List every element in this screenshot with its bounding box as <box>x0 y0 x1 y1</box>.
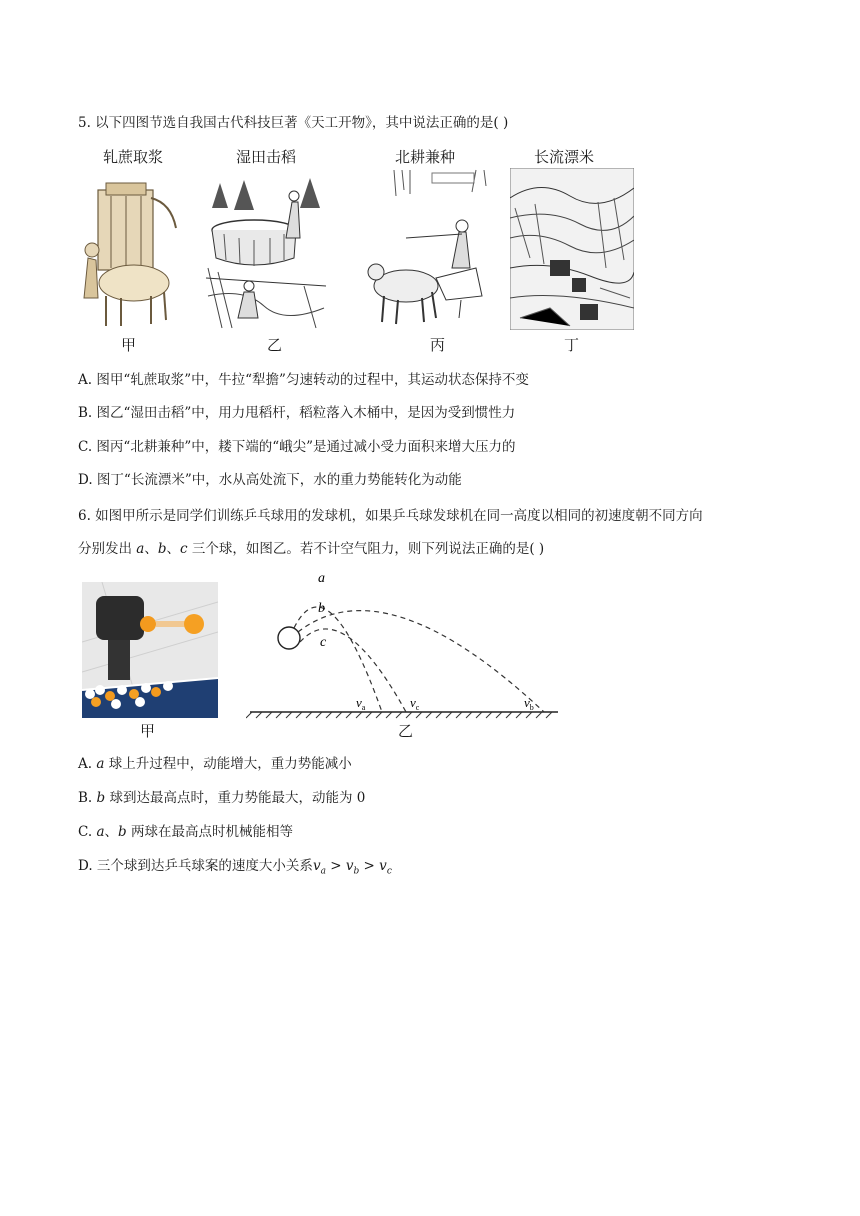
panel-bing-caption: 丙 <box>430 336 446 354</box>
label-va: $v_a$ <box>356 695 366 712</box>
q6-figure-jia-label: 甲 <box>140 722 156 740</box>
panel-yi-title: 湿田击稻 <box>236 148 297 166</box>
panel-yi-caption: 乙 <box>267 336 283 354</box>
panel-jia-title: 轧蔗取浆 <box>103 148 164 166</box>
trajectory-b <box>298 611 544 712</box>
panel-jia-caption: 甲 <box>121 336 137 354</box>
label-a: a <box>318 571 325 586</box>
q6-option-c: C. a、b 两球在最高点时机械能相等 <box>78 824 293 840</box>
q6-figure-yi-label: 乙 <box>398 722 414 740</box>
q5-option-b: B. 图乙“湿田击稻”中，用力甩稻杆，稻粒落入木桶中，是因为受到惯性力 <box>78 405 516 421</box>
q5-option-a: A. 图甲“轧蔗取浆”中，牛拉“犁擔”匀速转动的过程中，其运动状态保持不变 <box>78 372 529 388</box>
q5-stem: 5. 以下四图节选自我国古代科技巨著《天工开物》，其中说法正确的是( ) <box>78 115 509 131</box>
q6-stem-line2: 分别发出 a、b、c 三个球，如图乙。若不计空气阻力，则下列说法正确的是( ) <box>78 541 545 557</box>
q5-option-c: C. 图丙“北耕兼种”中，耧下端的“峨尖”是通过减小受力面积来增大压力的 <box>78 439 516 455</box>
rice-threshing-illustration <box>204 168 328 330</box>
trajectory-diagram <box>246 570 562 720</box>
trajectory-a <box>294 607 382 712</box>
panel-ding-caption: 丁 <box>564 336 580 354</box>
label-vb: $v_b$ <box>524 695 534 712</box>
trajectory-c <box>300 629 406 712</box>
plowing-illustration <box>366 168 494 330</box>
q6-option-a: A. a 球上升过程中，动能增大，重力势能减小 <box>78 756 352 772</box>
q6-option-b: B. b 球到达最高点时，重力势能最大，动能为 0 <box>78 790 366 806</box>
q6-stem-line1: 6. 如图甲所示是同学们训练乒乓球用的发球机，如果乒乓球发球机在同一高度以相同的初速度朝不同方向 <box>78 508 703 524</box>
label-c: c <box>320 635 327 650</box>
water-mill-illustration <box>510 168 634 330</box>
serve-machine-photo <box>82 582 218 718</box>
panel-ding-title: 长流漂米 <box>534 148 595 166</box>
q5-option-d: D. 图丁“长流漂米”中，水从高处流下，水的重力势能转化为动能 <box>78 472 462 488</box>
ox-mill-illustration <box>76 168 186 330</box>
label-vc: $v_c$ <box>410 695 420 712</box>
q6-option-d: D. 三个球到达乒乓球案的速度大小关系$v_a > v_b > v_c$ <box>78 858 392 877</box>
panel-bing-title: 北耕兼种 <box>395 148 456 166</box>
label-b: b <box>318 601 325 616</box>
